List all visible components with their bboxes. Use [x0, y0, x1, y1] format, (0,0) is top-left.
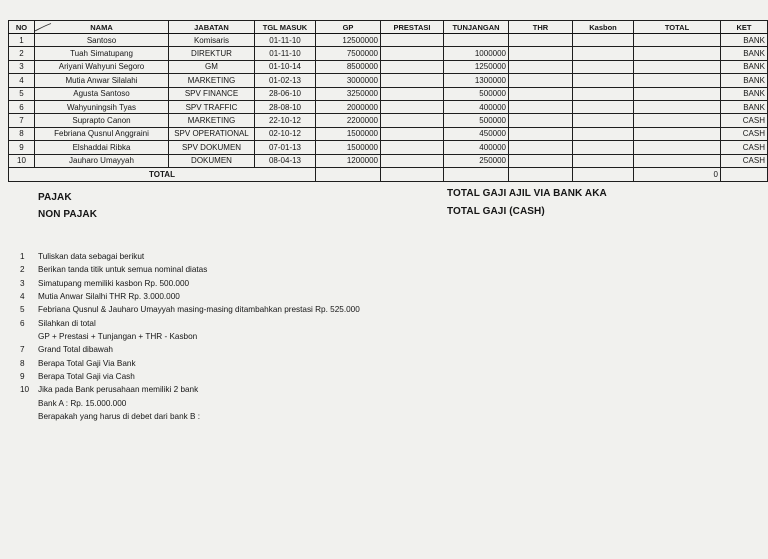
table-footer [9, 167, 768, 181]
cell-thr [509, 154, 573, 167]
total-bank-label: TOTAL GAJI AJIL VIA BANK AKA [447, 188, 607, 199]
cell-prestasi [381, 47, 444, 60]
cell-nama: Elshaddai Ribka [35, 141, 169, 154]
cell-jabatan: GM [169, 60, 255, 73]
cell-total [634, 154, 721, 167]
cell-thr [509, 60, 573, 73]
table-row [9, 74, 768, 87]
grand-total-cell: 0 [634, 167, 721, 181]
cell-kasbon [573, 114, 634, 127]
cell-kasbon [573, 34, 634, 47]
instruction-number: 6 [20, 318, 25, 328]
header-tunjangan: TUNJANGAN [444, 21, 509, 34]
header-row [9, 21, 768, 34]
cell-kasbon [573, 87, 634, 100]
cell-ket: CASH [721, 154, 768, 167]
instruction-item [20, 370, 360, 383]
table-body [9, 34, 768, 168]
total-row [9, 167, 768, 181]
header-total: TOTAL [634, 21, 721, 34]
cell-no: 9 [9, 141, 35, 154]
cell-gp: 1500000 [316, 127, 381, 140]
non-pajak-label: NON PAJAK [38, 209, 98, 220]
instruction-number: 5 [20, 305, 25, 315]
cell-gp: 7500000 [316, 47, 381, 60]
cell-nama: Agusta Santoso [35, 87, 169, 100]
instruction-text: Berapa Total Gaji via Cash [38, 371, 135, 381]
header-tgl-masuk: TGL MASUK [255, 21, 316, 34]
table-row [9, 47, 768, 60]
instruction-text: Tuliskan data sebagai berikut [38, 252, 145, 261]
pajak-label: PAJAK [38, 192, 72, 203]
cell-prestasi [381, 154, 444, 167]
cell-jabatan: SPV DOKUMEN [169, 141, 255, 154]
instruction-item [20, 277, 360, 290]
cell-tunjangan: 250000 [444, 154, 509, 167]
cell-jabatan: DOKUMEN [169, 154, 255, 167]
header-prestasi: PRESTASI [381, 21, 444, 34]
cell-thr [509, 74, 573, 87]
instruction-text: Mutia Anwar Silalhi THR Rp. 3.000.000 [38, 291, 180, 301]
cell-tgl-masuk: 07-01-13 [255, 141, 316, 154]
instruction-item [20, 343, 360, 356]
cell-nama: Tuah Simatupang [35, 47, 169, 60]
cell-no: 6 [9, 100, 35, 113]
cell-gp: 1200000 [316, 154, 381, 167]
cell-prestasi [381, 87, 444, 100]
cell-ket: BANK [721, 34, 768, 47]
total-row-label: TOTAL [9, 167, 316, 181]
cell-nama: Jauharo Umayyah [35, 154, 169, 167]
cell-tunjangan: 1250000 [444, 60, 509, 73]
cell-kasbon [573, 47, 634, 60]
salary-table [8, 20, 768, 182]
cell-jabatan: SPV FINANCE [169, 87, 255, 100]
total-tunjangan-cell [444, 167, 509, 181]
cell-nama: Ariyani Wahyuni Segoro [35, 60, 169, 73]
instruction-list [20, 250, 360, 423]
table-row [9, 60, 768, 73]
cell-kasbon [573, 127, 634, 140]
table-row [9, 141, 768, 154]
cell-nama: Febriana Qusnul Anggraini [35, 127, 169, 140]
cell-tgl-masuk: 08-04-13 [255, 154, 316, 167]
instruction-number: 7 [20, 345, 25, 355]
instruction-subline [20, 330, 360, 343]
instruction-subline [20, 397, 360, 410]
cell-jabatan: MARKETING [169, 74, 255, 87]
instruction-number: 3 [20, 278, 25, 288]
cell-thr [509, 114, 573, 127]
cell-total [634, 141, 721, 154]
cell-tgl-masuk: 28-08-10 [255, 100, 316, 113]
cell-kasbon [573, 154, 634, 167]
cell-ket: CASH [721, 141, 768, 154]
cell-tgl-masuk: 22-10-12 [255, 114, 316, 127]
instruction-number: 4 [20, 291, 25, 301]
cell-gp: 2200000 [316, 114, 381, 127]
cell-total [634, 87, 721, 100]
cell-prestasi [381, 141, 444, 154]
cell-ket: CASH [721, 114, 768, 127]
cell-tgl-masuk: 01-11-10 [255, 47, 316, 60]
cell-jabatan: DIREKTUR [169, 47, 255, 60]
cell-tunjangan: 1000000 [444, 47, 509, 60]
cell-tunjangan: 450000 [444, 127, 509, 140]
cell-gp: 12500000 [316, 34, 381, 47]
cell-total [634, 60, 721, 73]
cell-tunjangan [444, 34, 509, 47]
table-row [9, 34, 768, 47]
cell-jabatan: Komisaris [169, 34, 255, 47]
instruction-text: Febriana Qusnul & Jauharo Umayyah masing-masing ditambahkan prestasi Rp. 525.000 [38, 305, 360, 315]
cell-tgl-masuk: 02-10-12 [255, 127, 316, 140]
cell-tgl-masuk: 01-11-10 [255, 34, 316, 47]
instruction-item [20, 357, 360, 370]
cell-nama: Wahyuningsih Tyas [35, 100, 169, 113]
cell-no: 1 [9, 34, 35, 47]
cell-thr [509, 34, 573, 47]
cell-thr [509, 100, 573, 113]
cell-total [634, 100, 721, 113]
cell-tgl-masuk: 01-10-14 [255, 60, 316, 73]
cell-ket: BANK [721, 100, 768, 113]
cell-nama: Suprapto Canon [35, 114, 169, 127]
instruction-number: 9 [20, 371, 25, 381]
header-jabatan: JABATAN [169, 21, 255, 34]
cell-gp: 3000000 [316, 74, 381, 87]
cell-prestasi [381, 127, 444, 140]
instruction-item [20, 383, 360, 396]
instruction-text: Simatupang memiliki kasbon Rp. 500.000 [38, 278, 190, 288]
cell-tunjangan: 400000 [444, 141, 509, 154]
total-prestasi-cell [381, 167, 444, 181]
instruction-text: Berapa Total Gaji Via Bank [38, 358, 136, 368]
header-thr: THR [509, 21, 573, 34]
cell-no: 10 [9, 154, 35, 167]
cell-ket: BANK [721, 60, 768, 73]
cell-ket: BANK [721, 74, 768, 87]
instruction-text: Grand Total dibawah [38, 345, 113, 355]
instruction-item [20, 290, 360, 303]
total-thr-cell [509, 167, 573, 181]
cell-no: 3 [9, 60, 35, 73]
instruction-item [20, 263, 360, 276]
bank-b-question: Berapakah yang harus di debet dari bank B : [38, 411, 201, 421]
formula-text: GP + Prestasi + Tunjangan + THR - Kasbon [38, 331, 198, 341]
cell-total [634, 34, 721, 47]
cell-thr [509, 87, 573, 100]
instruction-number: 2 [20, 265, 25, 275]
cell-no: 4 [9, 74, 35, 87]
total-ket-cell [721, 167, 768, 181]
cell-total [634, 47, 721, 60]
cell-kasbon [573, 60, 634, 73]
table-row [9, 154, 768, 167]
cell-kasbon [573, 100, 634, 113]
cell-gp: 8500000 [316, 60, 381, 73]
cell-tgl-masuk: 28-06-10 [255, 87, 316, 100]
cell-jabatan: SPV TRAFFIC [169, 100, 255, 113]
header-ket: KET [721, 21, 768, 34]
header-gp: GP [316, 21, 381, 34]
table-row [9, 114, 768, 127]
cell-gp: 1500000 [316, 141, 381, 154]
table-row [9, 127, 768, 140]
header-nama: NAMA [35, 21, 169, 34]
cell-no: 2 [9, 47, 35, 60]
table-header [9, 21, 768, 34]
cell-jabatan: MARKETING [169, 114, 255, 127]
table-row [9, 100, 768, 113]
cell-jabatan: SPV OPERATIONAL [169, 127, 255, 140]
cell-kasbon [573, 74, 634, 87]
instruction-number: 10 [20, 385, 30, 395]
cell-ket: CASH [721, 127, 768, 140]
instruction-number: 8 [20, 358, 25, 368]
cell-ket: BANK [721, 87, 768, 100]
cell-total [634, 74, 721, 87]
cell-tgl-masuk: 01-02-13 [255, 74, 316, 87]
header-kasbon: Kasbon [573, 21, 634, 34]
cell-ket: BANK [721, 47, 768, 60]
cell-total [634, 127, 721, 140]
cell-tunjangan: 1300000 [444, 74, 509, 87]
instruction-item [20, 303, 360, 316]
instruction-text: Berikan tanda titik untuk semua nominal diatas [38, 265, 208, 275]
cell-nama: Mutia Anwar Silalahi [35, 74, 169, 87]
instruction-text: Jika pada Bank perusahaan memiliki 2 bank [38, 385, 199, 395]
cell-nama: Santoso [35, 34, 169, 47]
bank-a-text: Bank A : Rp. 15.000.000 [38, 398, 127, 408]
header-no: NO [9, 21, 35, 34]
instruction-text: Silahkan di total [38, 318, 96, 328]
cell-kasbon [573, 141, 634, 154]
cell-prestasi [381, 74, 444, 87]
table-row [9, 87, 768, 100]
total-kasbon-cell [573, 167, 634, 181]
total-gp-cell [316, 167, 381, 181]
cell-prestasi [381, 100, 444, 113]
cell-prestasi [381, 60, 444, 73]
instruction-subline [20, 410, 360, 423]
cell-thr [509, 127, 573, 140]
instruction-number: 1 [20, 252, 25, 261]
cell-thr [509, 47, 573, 60]
cell-no: 8 [9, 127, 35, 140]
total-cash-label: TOTAL GAJI (CASH) [447, 206, 545, 217]
cell-gp: 3250000 [316, 87, 381, 100]
cell-no: 5 [9, 87, 35, 100]
cell-prestasi [381, 114, 444, 127]
pen-mark [33, 22, 53, 33]
cell-tunjangan: 500000 [444, 87, 509, 100]
instruction-item [20, 317, 360, 330]
cell-no: 7 [9, 114, 35, 127]
cell-prestasi [381, 34, 444, 47]
cell-total [634, 114, 721, 127]
cell-tunjangan: 400000 [444, 100, 509, 113]
instruction-item [20, 250, 360, 263]
cell-gp: 2000000 [316, 100, 381, 113]
cell-thr [509, 141, 573, 154]
cell-tunjangan: 500000 [444, 114, 509, 127]
